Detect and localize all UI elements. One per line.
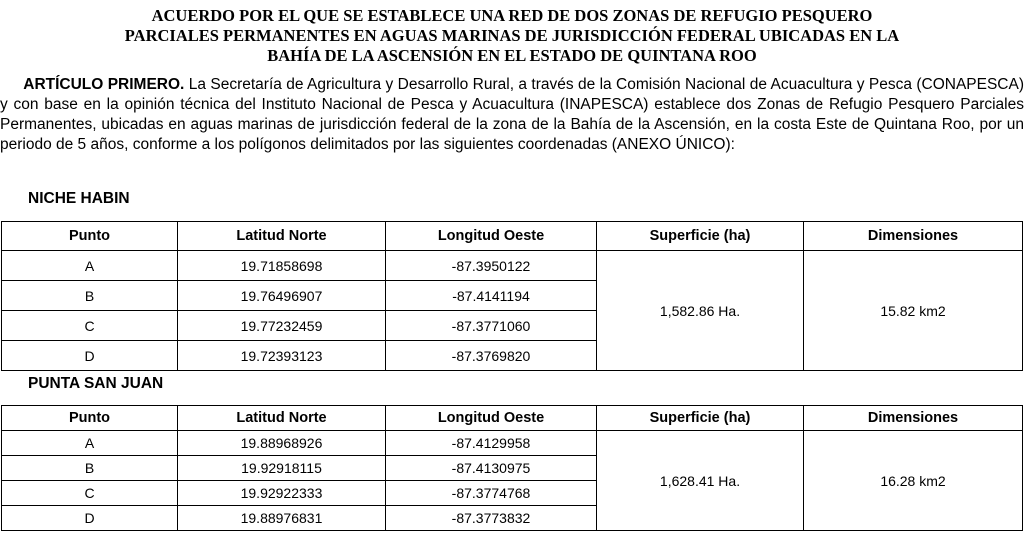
cell-longitud: -87.3769820	[386, 341, 597, 371]
title-line: ACUERDO POR EL QUE SE ESTABLECE UNA RED DE DOS ZONAS DE REFUGIO PESQUERO	[151, 6, 873, 25]
cell-latitud: 19.71858698	[178, 251, 386, 281]
header-latitud: Latitud Norte	[178, 406, 386, 431]
coordinates-table-niche-habin	[1, 221, 1023, 371]
table-row	[2, 431, 1023, 456]
header-longitud: Longitud Oeste	[386, 222, 597, 251]
cell-longitud: -87.3950122	[386, 251, 597, 281]
zone-title-niche-habin: NICHE HABIN	[28, 190, 130, 207]
cell-punto: B	[2, 281, 178, 311]
cell-longitud: -87.3773832	[386, 506, 597, 531]
header-longitud: Longitud Oeste	[386, 406, 597, 431]
cell-punto: A	[2, 431, 178, 456]
header-punto: Punto	[2, 406, 178, 431]
cell-longitud: -87.4141194	[386, 281, 597, 311]
header-dimensiones: Dimensiones	[804, 222, 1023, 251]
cell-latitud: 19.92918115	[178, 456, 386, 481]
header-superficie: Superficie (ha)	[597, 222, 804, 251]
cell-punto: A	[2, 251, 178, 281]
header-dimensiones: Dimensiones	[804, 406, 1023, 431]
header-latitud: Latitud Norte	[178, 222, 386, 251]
header-superficie: Superficie (ha)	[597, 406, 804, 431]
article-lead: ARTÍCULO PRIMERO.	[23, 76, 185, 93]
cell-longitud: -87.3774768	[386, 481, 597, 506]
cell-punto: D	[2, 506, 178, 531]
cell-punto: B	[2, 456, 178, 481]
cell-latitud: 19.92922333	[178, 481, 386, 506]
title-line: PARCIALES PERMANENTES EN AGUAS MARINAS DE JURISDICCIÓN FEDERAL UBICADAS EN LA	[124, 26, 900, 45]
table-header-row	[2, 406, 1023, 431]
cell-superficie: 1,582.86 Ha.	[597, 251, 804, 371]
article-text: La Secretaría de Agricultura y Desarrollo Rural, a través de la Comisión Nacional de Acuacultura y Pesca (CONAPESCA) y con base en la opinión técnica del Instituto Nacional de Pesca y Acuacultura (INAPESCA) establece dos Zonas de Refugio Pesquero Parciales Permanentes, ubicadas en aguas marinas de jurisdicción federal de la zona de la Bahía de la Ascensión, en la costa Este de Quintana Roo, por un periodo de 5 años, conforme a los polígonos delimitados por las siguientes coordenadas (ANEXO ÚNICO):	[0, 76, 1024, 153]
cell-longitud: -87.4129958	[386, 431, 597, 456]
cell-dimensiones: 16.28 km2	[804, 431, 1023, 531]
zone-title-punta-san-juan: PUNTA SAN JUAN	[28, 375, 164, 392]
article-paragraph	[0, 75, 1024, 155]
document-title	[0, 6, 1024, 66]
cell-punto: D	[2, 341, 178, 371]
table-header-row	[2, 222, 1023, 251]
cell-superficie: 1,628.41 Ha.	[597, 431, 804, 531]
cell-punto: C	[2, 311, 178, 341]
cell-latitud: 19.77232459	[178, 311, 386, 341]
cell-longitud: -87.4130975	[386, 456, 597, 481]
coordinates-table-punta-san-juan	[1, 405, 1023, 531]
header-punto: Punto	[2, 222, 178, 251]
cell-punto: C	[2, 481, 178, 506]
cell-dimensiones: 15.82 km2	[804, 251, 1023, 371]
cell-latitud: 19.72393123	[178, 341, 386, 371]
cell-latitud: 19.76496907	[178, 281, 386, 311]
cell-longitud: -87.3771060	[386, 311, 597, 341]
cell-latitud: 19.88968926	[178, 431, 386, 456]
cell-latitud: 19.88976831	[178, 506, 386, 531]
table-row	[2, 251, 1023, 281]
title-line: BAHÍA DE LA ASCENSIÓN EN EL ESTADO DE QUINTANA ROO	[267, 46, 757, 65]
